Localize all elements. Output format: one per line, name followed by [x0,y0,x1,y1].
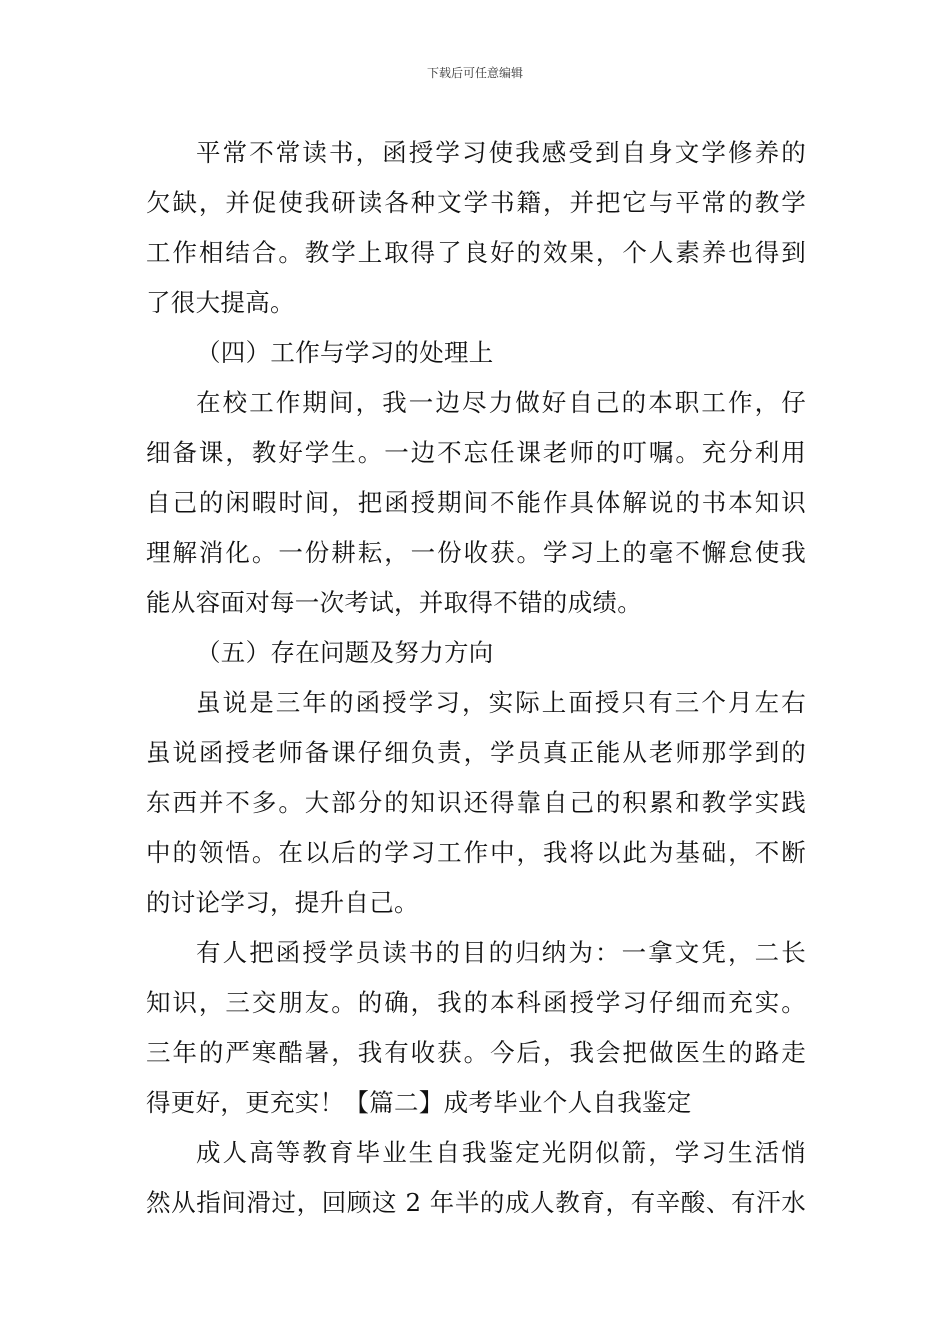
paragraph-line: 平常不常读书，函授学习使我感受到自身文学修养的 [196,138,806,167]
paragraph-line: 理解消化。一份耕耘，一份收获。学习上的毫不懈怠使我 [146,538,806,567]
section-heading: （五）存在问题及努力方向 [196,638,494,667]
paragraph-line: 细备课，教好学生。一边不忘任课老师的叮嘱。充分利用 [146,438,806,467]
paragraph-line: 成人高等教育毕业生自我鉴定光阴似箭，学习生活悄 [196,1138,806,1167]
paragraph-line: 能从容面对每一次考试，并取得不错的成绩。 [146,588,642,617]
paragraph-line: 虽说是三年的函授学习，实际上面授只有三个月左右 [196,688,806,717]
section-heading: （四）工作与学习的处理上 [196,338,494,367]
paragraph-line: 了很大提高。 [146,288,295,317]
paragraph-line: 然从指间滑过，回顾这 2 年半的成人教育，有辛酸、有汗水 [146,1188,806,1217]
paragraph-line: 东西并不多。大部分的知识还得靠自己的积累和教学实践 [146,788,806,817]
paragraph-line: 有人把函授学员读书的目的归纳为：一拿文凭，二长 [196,938,806,967]
paragraph-line: 的讨论学习，提升自己。 [146,888,419,917]
paragraph-line: 在校工作期间，我一边尽力做好自己的本职工作，仔 [196,388,806,417]
document-body [146,128,806,1228]
paragraph-line: 自己的闲暇时间，把函授期间不能作具体解说的书本知识 [146,488,806,517]
paragraph-line: 得更好，更充实！【篇二】成考毕业个人自我鉴定 [146,1088,692,1117]
paragraph-line: 虽说函授老师备课仔细负责，学员真正能从老师那学到的 [146,738,806,767]
paragraph-line: 知识，三交朋友。的确，我的本科函授学习仔细而充实。 [146,988,806,1017]
paragraph-line: 欠缺，并促使我研读各种文学书籍，并把它与平常的教学 [146,188,806,217]
paragraph-line: 中的领悟。在以后的学习工作中，我将以此为基础，不断 [146,838,806,867]
paragraph-line: 工作相结合。教学上取得了良好的效果，个人素养也得到 [146,238,806,267]
page-header: 下载后可任意编辑 [426,66,523,80]
paragraph-line: 三年的严寒酷暑，我有收获。今后，我会把做医生的路走 [146,1038,806,1067]
